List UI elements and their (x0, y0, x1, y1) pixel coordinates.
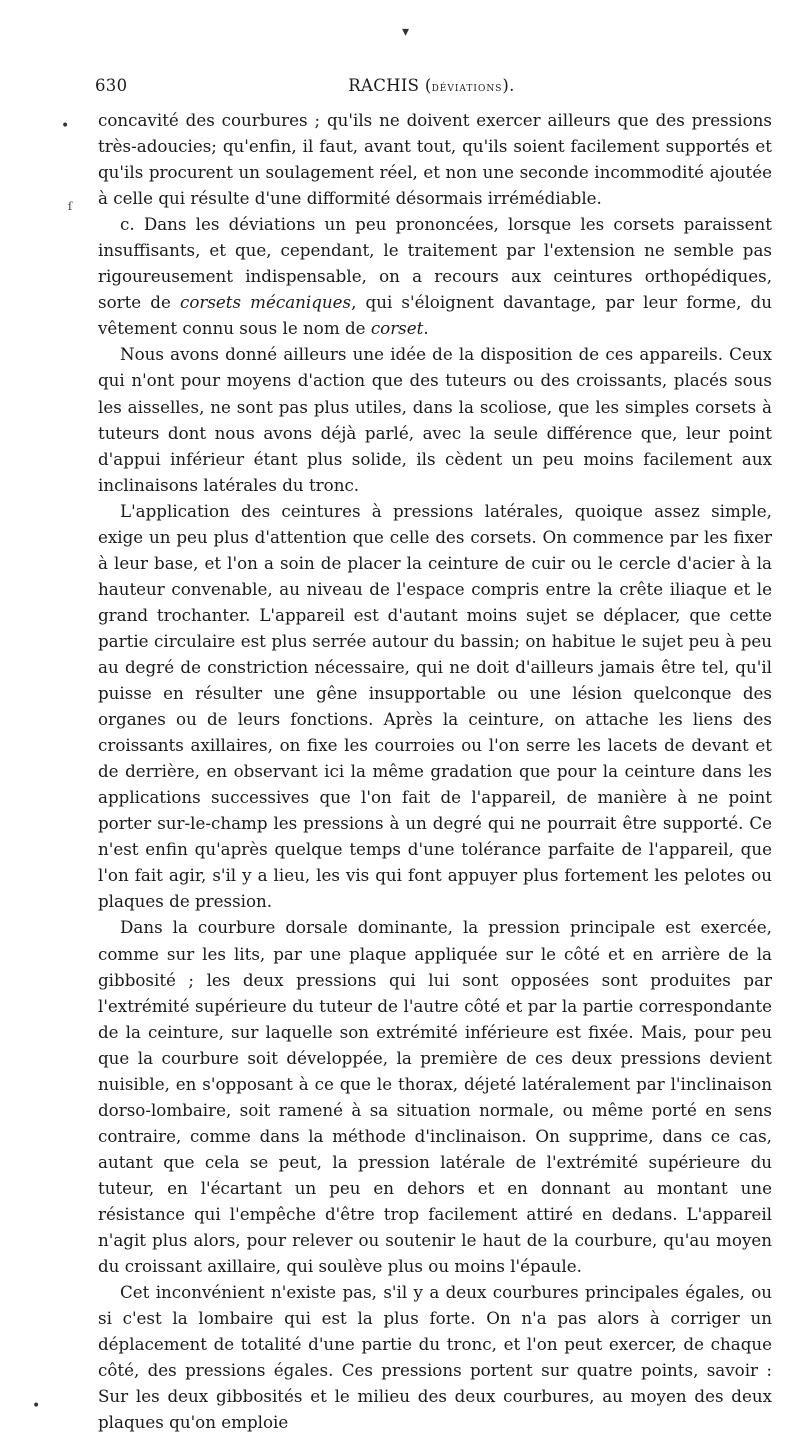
paragraph-5: Dans la courbure dorsale dominante, la pression principale est exercée, comme sur les lits, par une plaque appliquée sur le côté et en arrière de la gibbosité ; les deux pressions qui lui sont opposées sont produites par l'extrémité supérieure du tuteur de l'autre côté et par la partie correspondante de la ceinture, sur laquelle son extrémité inférieure est fixée. Mais, pour peu que la courbure soit développée, la première de ces deux pressions devient nuisible, en s'opposant à ce que le thorax, déjeté latéralement par l'inclinaison dorso-lombaire, soit ramené à sa situation normale, ou même porté en sens contraire, comme dans la méthode d'inclinaison. On supprime, dans ce cas, autant que cela se peut, la pression latérale de l'extrémité supérieure du tuteur, en l'écartant un peu en dehors et en donnant au montant une résistance qui l'empêche d'être trop facilement attiré en dedans. L'appareil n'agit plus alors, pour relever ou soutenir le haut de la courbure, qu'au moyen du croissant axillaire, qui soulève plus ou moins l'épaule. (98, 917, 772, 1277)
title-paren-open: ( (419, 76, 432, 95)
paragraph-3: Nous avons donné ailleurs une idée de la disposition de ces appareils. Ceux qui n'ont pour moyens d'action que des tuteurs ou des croissants, placés sous les aisselles, ne sont pas plus utiles, dans la scoliose, que les simples corsets à tuteurs dont nous avons déjà parlé, avec la seule différence que, leur point d'appui inférieur étant plus solide, ils cèdent un peu moins facilement aux inclinaisons latérales du tronc. (98, 344, 772, 495)
paragraph-2-italic-2: corset (370, 318, 424, 339)
title-paren-close: ). (502, 76, 515, 95)
title-main: RACHIS (348, 76, 420, 95)
margin-mark-2: ſ (68, 200, 73, 213)
running-header (95, 76, 768, 102)
paragraph-2-italic-1: corsets mécaniques (179, 292, 352, 313)
body-text (98, 107, 772, 1435)
paragraph-2-text-a: c. Dans les déviations un peu prononcées, lorsque les corsets paraissent insuffisants, et que, cependant, le traitement par l'extension ne semble pas rigoureusement indispensable, on a recours aux ceintures orthopédiques, sorte de (98, 214, 772, 313)
page-number: 630 (95, 76, 128, 95)
margin-mark-bottom: • (32, 1398, 41, 1414)
title-sub: déviations (431, 79, 503, 95)
paragraph-4: L'application des ceintures à pressions latérales, quoique assez simple, exige un peu plus d'attention que celle des corsets. On commence par les fixer à leur base, et l'on a soin de placer la ceinture de cuir ou le cercle d'acier à la hauteur convenable, au niveau de l'espace compris entre la crête iliaque et le grand trochanter. L'appareil est d'autant moins sujet se déplacer, que cette partie circulaire est plus serrée autour du bassin; on habitue le sujet peu à peu au degré de constriction nécessaire, qui ne doit d'ailleurs jamais être tel, qu'il puisse en résulter une gêne insupportable ou une lésion quelconque des organes ou de leurs fonctions. Après la ceinture, on attache les liens des croissants axillaires, on fixe les courroies ou l'on serre les lacets de devant et de derrière, en observant ici la même gradation que pour la ceinture dans les applications successives que l'on fait de l'appareil, de manière à ne point porter sur-le-champ les pressions à un degré qui ne pourrait être supporté. Ce n'est enfin qu'après quelque temps d'une tolérance parfaite de l'appareil, que l'on fait agir, s'il y a lieu, les vis qui font appuyer plus fortement les pelotes ou plaques de pression. (98, 500, 772, 912)
margin-mark-1: • (61, 118, 70, 134)
running-title (95, 76, 768, 95)
paragraph-2-text-c: . (423, 318, 429, 339)
margin-mark-top: ▾ (402, 24, 410, 40)
paragraph-6: Cet inconvénient n'existe pas, s'il y a deux courbures principales égales, ou si c'est la lombaire qui est la plus forte. On n'a pas alors à corriger un déplacement de totalité d'une partie du tronc, et l'on peut exercer, de chaque côté, des pressions égales. Ces pressions portent sur quatre points, savoir : Sur les deux gibbosités et le milieu des deux courbures, au moyen des deux plaques qu'on emploie (98, 1282, 772, 1433)
paragraph-2 (98, 211, 772, 341)
paragraph-2-text-b: , qui s'éloignent davantage, par leur forme, du vêtement connu sous le nom de (98, 292, 772, 339)
paragraph-1: concavité des courbures ; qu'ils ne doivent exercer ailleurs que des pressions très-adoucies; qu'enfin, il faut, avant tout, qu'ils soient facilement supportés et qu'ils procurent un soulagement réel, et non une seconde incommodité ajoutée à celle qui résulte d'une difformité désormais irrémédiable. (98, 110, 772, 209)
